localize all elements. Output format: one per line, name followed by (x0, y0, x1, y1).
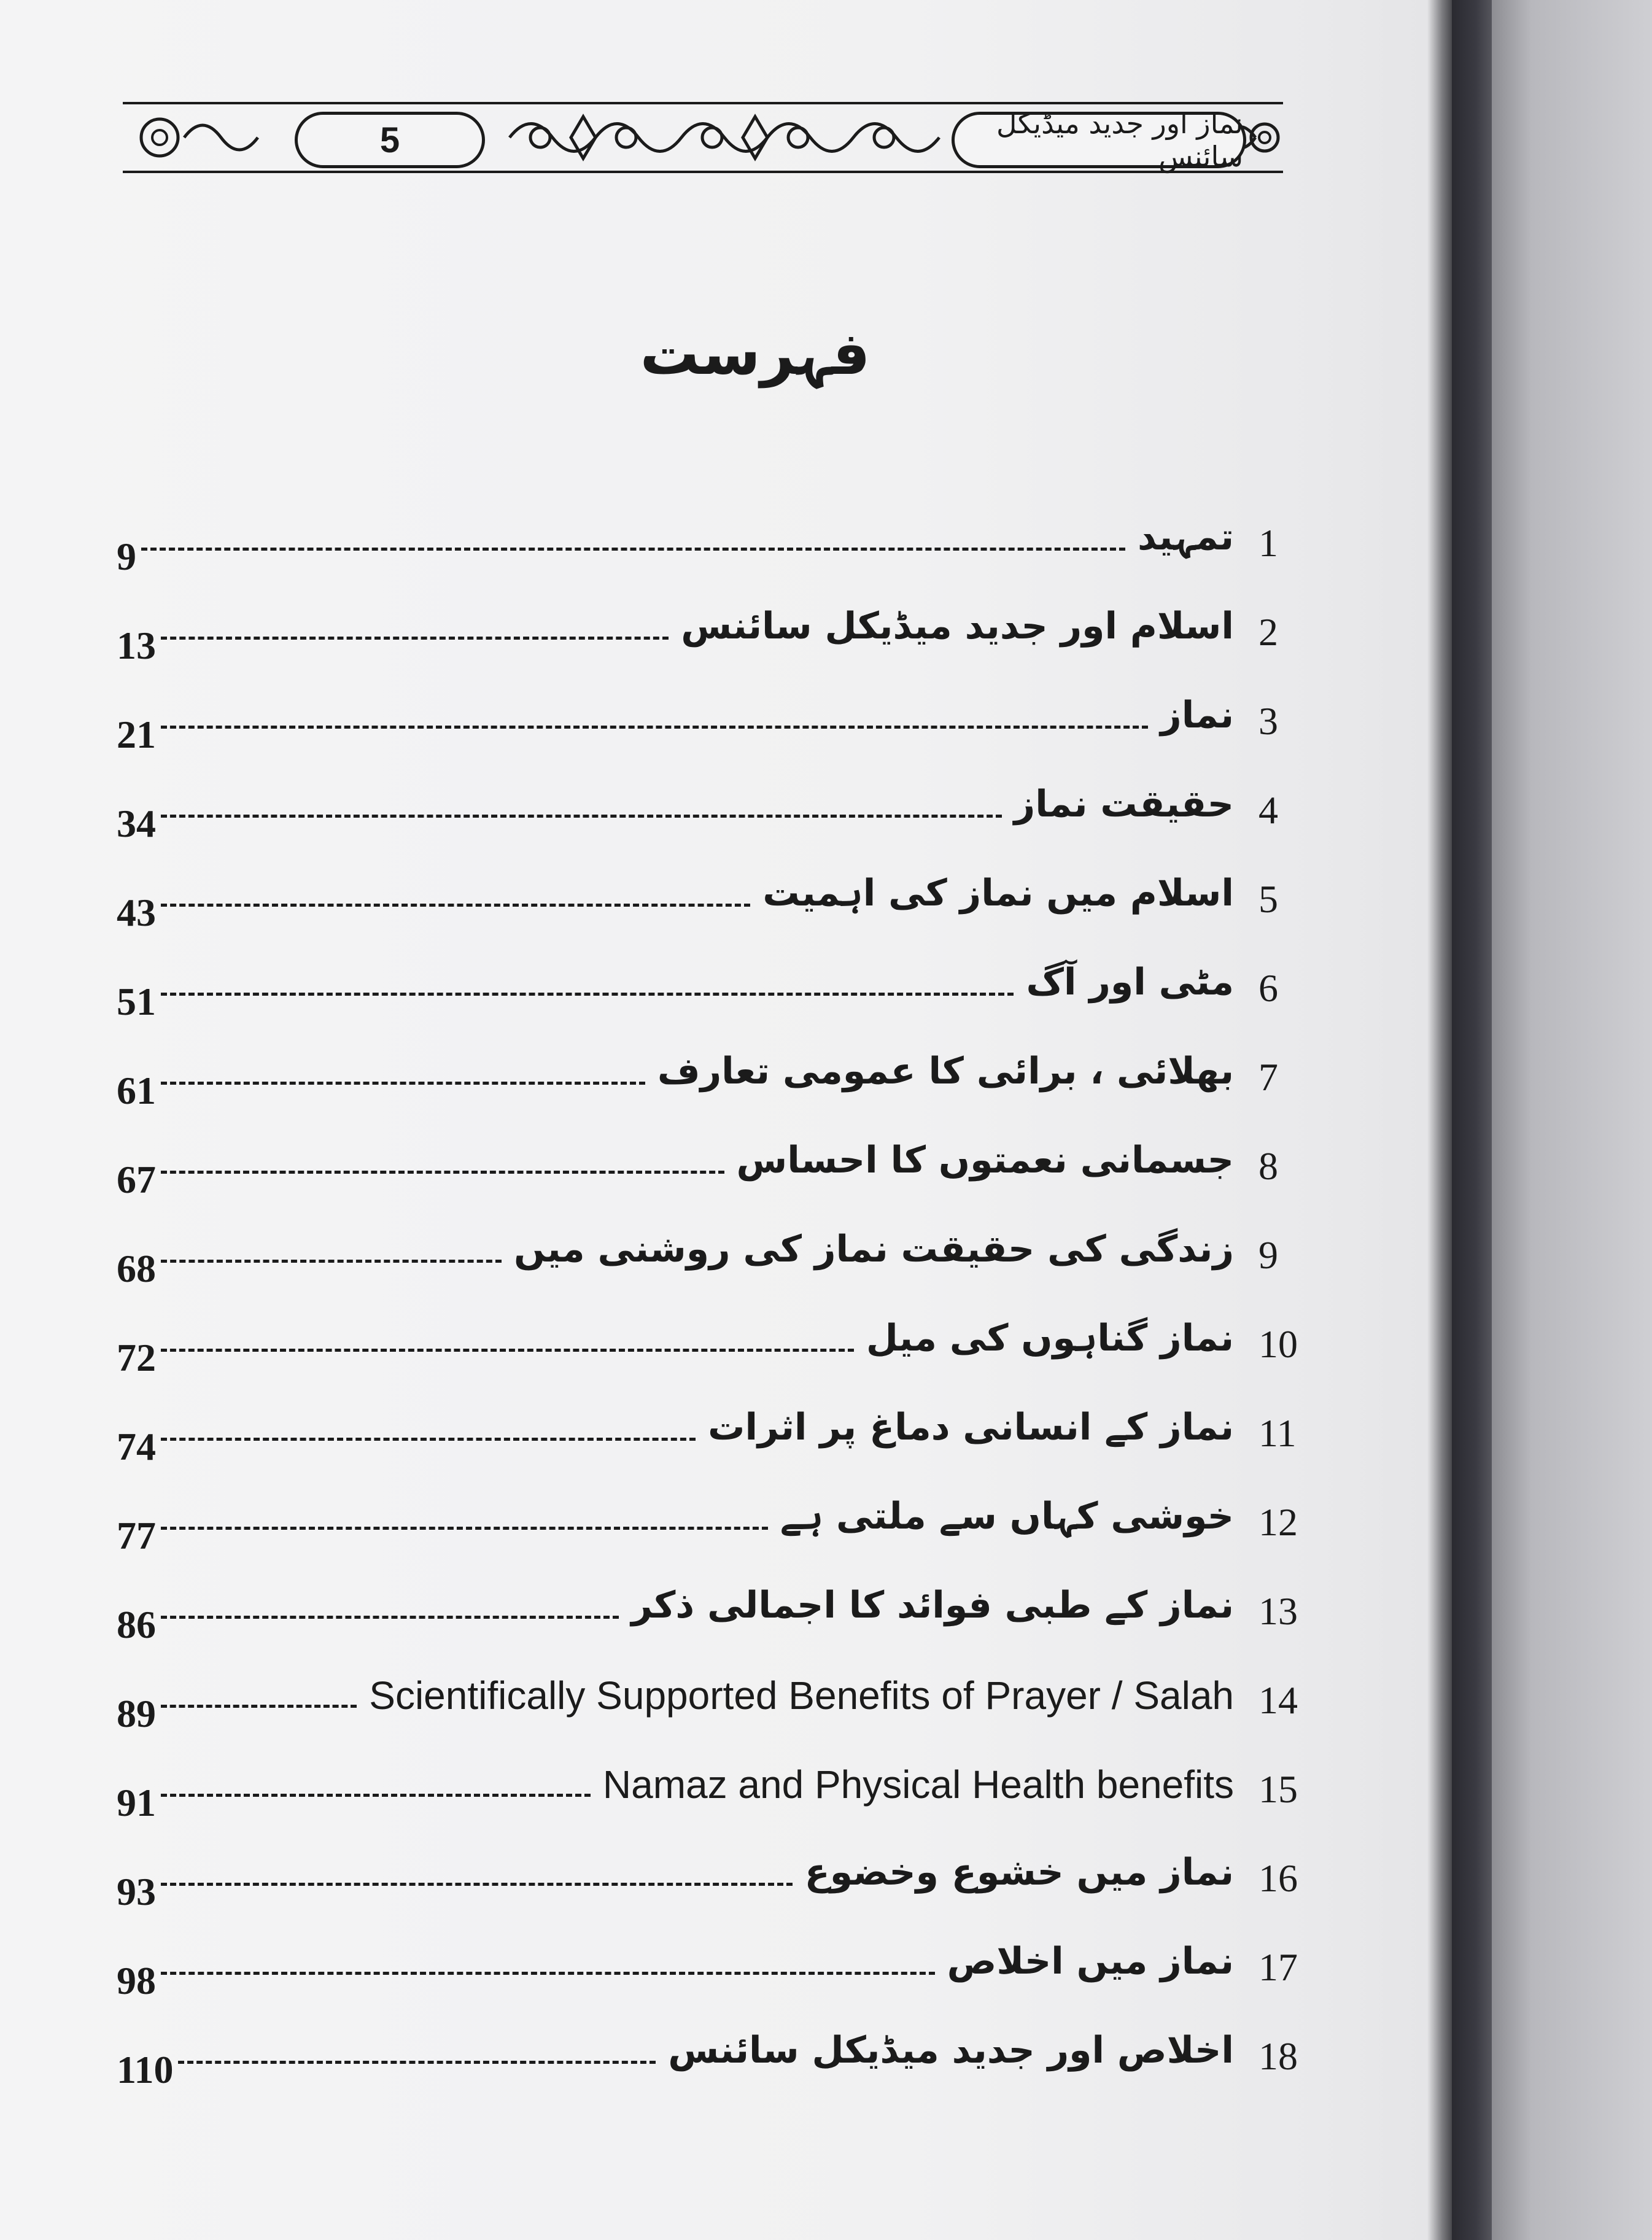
toc-entry (117, 1934, 1338, 2023)
toc-leader-dashes (161, 1794, 591, 1797)
toc-entry-number: 7 (1258, 1055, 1278, 1099)
toc-entry-title: نماز کے طبی فوائد کا اجمالی ذکر (631, 1584, 1234, 1627)
toc-entry (117, 510, 1338, 599)
toc-entry (117, 866, 1338, 955)
toc-leader-dashes (178, 2061, 656, 2064)
toc-entry (117, 1400, 1338, 1489)
toc-entry-page: 77 (117, 1514, 156, 1557)
toc-leader-dashes (161, 1527, 768, 1530)
toc-entry-page: 67 (117, 1158, 156, 1201)
toc-entry-number: 10 (1258, 1322, 1298, 1366)
toc-entry-title: زندگی کی حقیقت نماز کی روشنی میں (514, 1228, 1234, 1271)
toc-entry-title: نماز میں اخلاص (947, 1940, 1234, 1983)
running-title: نماز اور جدید میڈیکل سائنس (952, 112, 1246, 168)
toc-leader-dashes (161, 1082, 645, 1085)
page-header-ornament (117, 92, 1289, 184)
toc-entry (117, 1667, 1338, 1756)
toc-entry (117, 1845, 1338, 1934)
toc-entry-title: اسلام اور جدید میڈیکل سائنس (681, 605, 1234, 648)
page-number: 5 (295, 112, 485, 168)
toc-entry (117, 777, 1338, 866)
toc-entry-page: 72 (117, 1336, 156, 1379)
toc-entry-page: 21 (117, 713, 156, 756)
toc-leader-dashes (161, 1260, 502, 1263)
toc-leader-dashes (161, 815, 1002, 818)
toc-entry-page: 86 (117, 1603, 156, 1646)
facing-page-edge (1492, 0, 1652, 2240)
toc-leader-dashes (161, 1883, 793, 1886)
book-spine (1452, 0, 1492, 2240)
toc-entry-number: 11 (1258, 1411, 1297, 1455)
toc-entry-page: 110 (117, 2048, 174, 2091)
toc-leader-dashes (141, 548, 1125, 551)
toc-leader-dashes (161, 1972, 935, 1975)
toc-entry (117, 955, 1338, 1044)
toc-entry-title: تمہید (1137, 516, 1234, 559)
toc-entry-title: مٹی اور آگ (1026, 961, 1234, 1004)
toc-entry-page: 91 (117, 1781, 156, 1824)
toc-entry-number: 16 (1258, 1856, 1298, 1900)
toc-entry-page: 93 (117, 1870, 156, 1913)
toc-leader-dashes (161, 1705, 357, 1708)
toc-entry (117, 1044, 1338, 1133)
toc-entry-number: 4 (1258, 788, 1278, 832)
toc-entry-title: بھلائی ، برائی کا عمومی تعارف (657, 1050, 1234, 1093)
toc-entry-number: 12 (1258, 1500, 1298, 1544)
toc-entry-title: اخلاص اور جدید میڈیکل سائنس (668, 2029, 1234, 2072)
toc-heading: فہرست (640, 319, 871, 388)
toc-leader-dashes (161, 993, 1014, 996)
spine-shadow (1427, 0, 1452, 2240)
toc-entry-title: اسلام میں نماز کی اہمیت (762, 872, 1234, 915)
toc-entry (117, 599, 1338, 688)
toc-entry (117, 688, 1338, 777)
toc-entry-title: نماز میں خشوع وخضوع (804, 1851, 1234, 1894)
toc-entry-page: 34 (117, 802, 156, 845)
toc-entry-page: 89 (117, 1692, 156, 1735)
toc-entry (117, 1133, 1338, 1222)
toc-leader-dashes (161, 1616, 619, 1619)
toc-entry-page: 13 (117, 624, 156, 667)
toc-entry-page: 68 (117, 1247, 156, 1290)
table-of-contents (117, 510, 1338, 2112)
toc-entry-title: حقیقت نماز (1014, 783, 1234, 826)
toc-entry-number: 15 (1258, 1767, 1298, 1811)
toc-entry (117, 1222, 1338, 1311)
toc-entry-title: خوشی کہاں سے ملتی ہے (780, 1495, 1234, 1538)
toc-leader-dashes (161, 1438, 696, 1441)
toc-entry-title: نماز کے انسانی دماغ پر اثرات (708, 1406, 1234, 1449)
toc-entry-number: 3 (1258, 699, 1278, 743)
toc-entry-page: 9 (117, 535, 136, 578)
toc-entry-number: 5 (1258, 877, 1278, 921)
toc-entry-number: 17 (1258, 1945, 1298, 1989)
toc-entry-page: 98 (117, 1959, 156, 2002)
toc-entry-number: 6 (1258, 966, 1278, 1010)
toc-entry (117, 1489, 1338, 1578)
toc-entry-page: 74 (117, 1425, 156, 1468)
toc-leader-dashes (161, 637, 669, 640)
toc-entry-number: 13 (1258, 1589, 1298, 1633)
toc-entry-title: نماز گناہوں کی میل (866, 1317, 1234, 1360)
toc-entry-page: 51 (117, 980, 156, 1023)
toc-entry-title: Namaz and Physical Health benefits (602, 1762, 1234, 1807)
toc-entry-number: 14 (1258, 1678, 1298, 1722)
toc-entry-number: 2 (1258, 610, 1278, 654)
toc-leader-dashes (161, 1171, 724, 1174)
toc-leader-dashes (161, 904, 750, 907)
toc-entry-number: 18 (1258, 2034, 1298, 2078)
toc-entry-title: نماز (1160, 694, 1234, 737)
toc-entry-title: Scientifically Supported Benefits of Prayer / Salah (369, 1673, 1234, 1718)
toc-entry-page: 61 (117, 1069, 156, 1112)
toc-leader-dashes (161, 726, 1148, 729)
toc-entry (117, 2023, 1338, 2112)
toc-entry-number: 9 (1258, 1233, 1278, 1277)
toc-entry (117, 1756, 1338, 1845)
toc-leader-dashes (161, 1349, 854, 1352)
toc-entry-page: 43 (117, 891, 156, 934)
toc-entry-title: جسمانی نعمتوں کا احساس (736, 1139, 1234, 1182)
toc-entry-number: 1 (1258, 521, 1278, 565)
toc-entry-number: 8 (1258, 1144, 1278, 1188)
toc-entry (117, 1578, 1338, 1667)
toc-entry (117, 1311, 1338, 1400)
